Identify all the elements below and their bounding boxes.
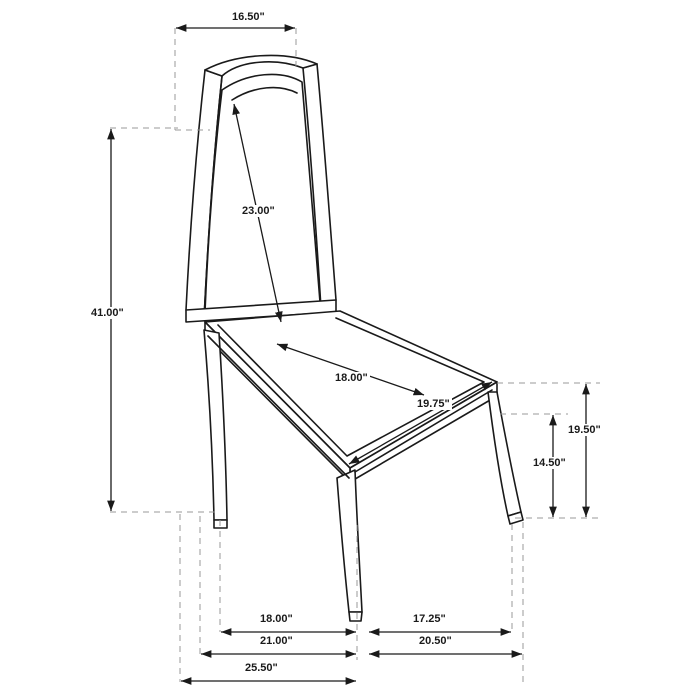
dimension-label-side-depth-upper: 17.25" bbox=[413, 613, 446, 625]
dimension-label-mid-width: 21.00" bbox=[260, 635, 293, 647]
dimension-label-seat-width-diagonal: 19.75" bbox=[417, 398, 450, 410]
dimension-label-back-height-diagonal: 23.00" bbox=[242, 205, 275, 217]
dimension-label-overall-height: 41.00" bbox=[91, 307, 124, 319]
dimension-label-side-depth-lower: 20.50" bbox=[419, 635, 452, 647]
dimension-label-seat-back-top-height: 19.50" bbox=[568, 424, 601, 436]
seat-top bbox=[205, 311, 497, 468]
chair-illustration bbox=[186, 55, 523, 621]
dimension-label-overall-width: 25.50" bbox=[245, 662, 278, 674]
rear-right-leg bbox=[488, 392, 521, 516]
front-center-leg-foot bbox=[349, 612, 362, 621]
dimension-label-seat-height: 14.50" bbox=[533, 457, 566, 469]
back-panel bbox=[205, 74, 320, 312]
dimension-label-seat-depth-diagonal: 18.00" bbox=[335, 372, 368, 384]
rear-left-leg bbox=[204, 330, 227, 520]
dimension-label-seat-back-width: 16.50" bbox=[232, 11, 265, 23]
back-top-rail bbox=[205, 55, 317, 76]
front-center-leg bbox=[337, 470, 362, 612]
dimension-label-front-leg-span: 18.00" bbox=[260, 613, 293, 625]
